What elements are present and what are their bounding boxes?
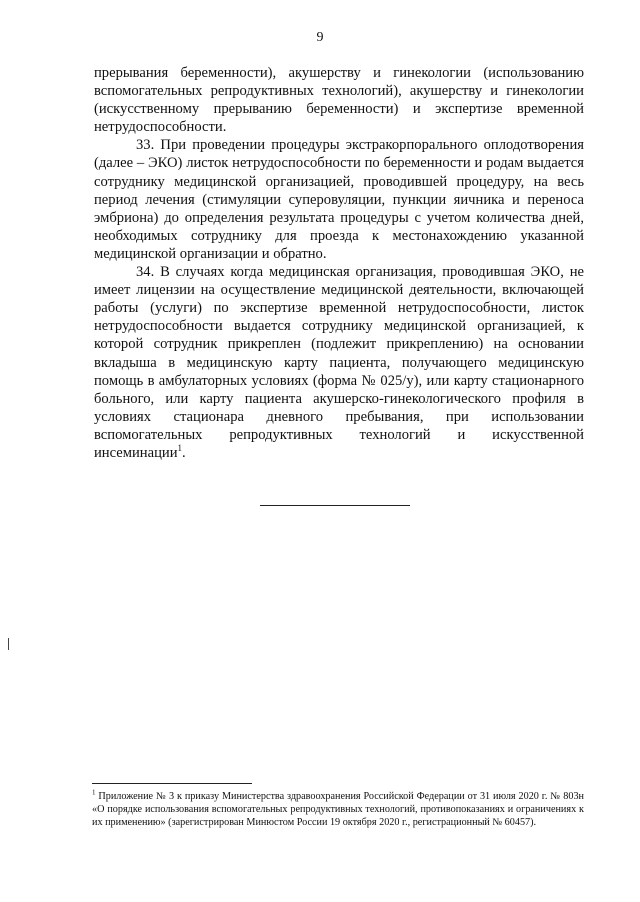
footnote-marker: 1 bbox=[92, 788, 96, 797]
section-separator-line bbox=[260, 505, 410, 506]
paragraph-34 bbox=[94, 263, 584, 462]
paragraph-33: 33. При проведении процедуры экстракорпорального оплодотворения (далее – ЭКО) листок нетрудоспособности по беременности и родам выдается сотруднику медицинской организацией, проводившей процедуру, на весь период лечения (стимуляции суперовуляции, пункции яичника и переноса эмбриона) до определения результата процедуры с учетом количества дней, необходимых сотруднику для проезда к местонахождению указанной медицинской организации и обратно. bbox=[94, 137, 584, 262]
scan-artifact-mark bbox=[8, 638, 9, 650]
paragraph-34-text: 34. В случаях когда медицинская организация, проводившая ЭКО, не имеет лицензии на осуществление медицинской деятельности, включающей работы (услуги) по экспертизе временной нетрудоспособности, листок нетрудоспособности выдается сотруднику медицинской организацией, к которой сотрудник прикреплен (подлежит прикреплению) на основании вкладыша в медицинскую карту пациента, получающего медицинскую помощь в амбулаторных условиях (форма № 025/у), или карту стационарного больного, или карту пациента акушерско-гинекологического профиля в условиях стационара дневного пребывания, при использовании вспомогательных репродуктивных технологий и искусственной инсеминации bbox=[94, 264, 584, 461]
footnote-rule bbox=[92, 783, 252, 784]
footnote-reference[interactable]: 1 bbox=[177, 443, 183, 454]
footnote-text: Приложение № 3 к приказу Министерства здравоохранения Российской Федерации от 31 июля 2020 г. № 803н «О порядке использования вспомогательных репродуктивных технологий, противопоказаниях и ограничениях к их применению» (зарегистрирован Минюстом России 19 октября 2020 г., регистрационный № 60457). bbox=[92, 791, 584, 829]
paragraph-continuation: прерывания беременности), акушерству и гинекологии (использованию вспомогательных репродуктивных технологий), акушерству и гинекологии (искусственному прерыванию беременности) и экспертизе временной нетрудоспособности. bbox=[94, 65, 584, 136]
footnote bbox=[92, 790, 584, 830]
document-body bbox=[94, 64, 584, 462]
page-number: 9 bbox=[316, 30, 324, 45]
paragraph-34-end: . bbox=[182, 444, 186, 461]
